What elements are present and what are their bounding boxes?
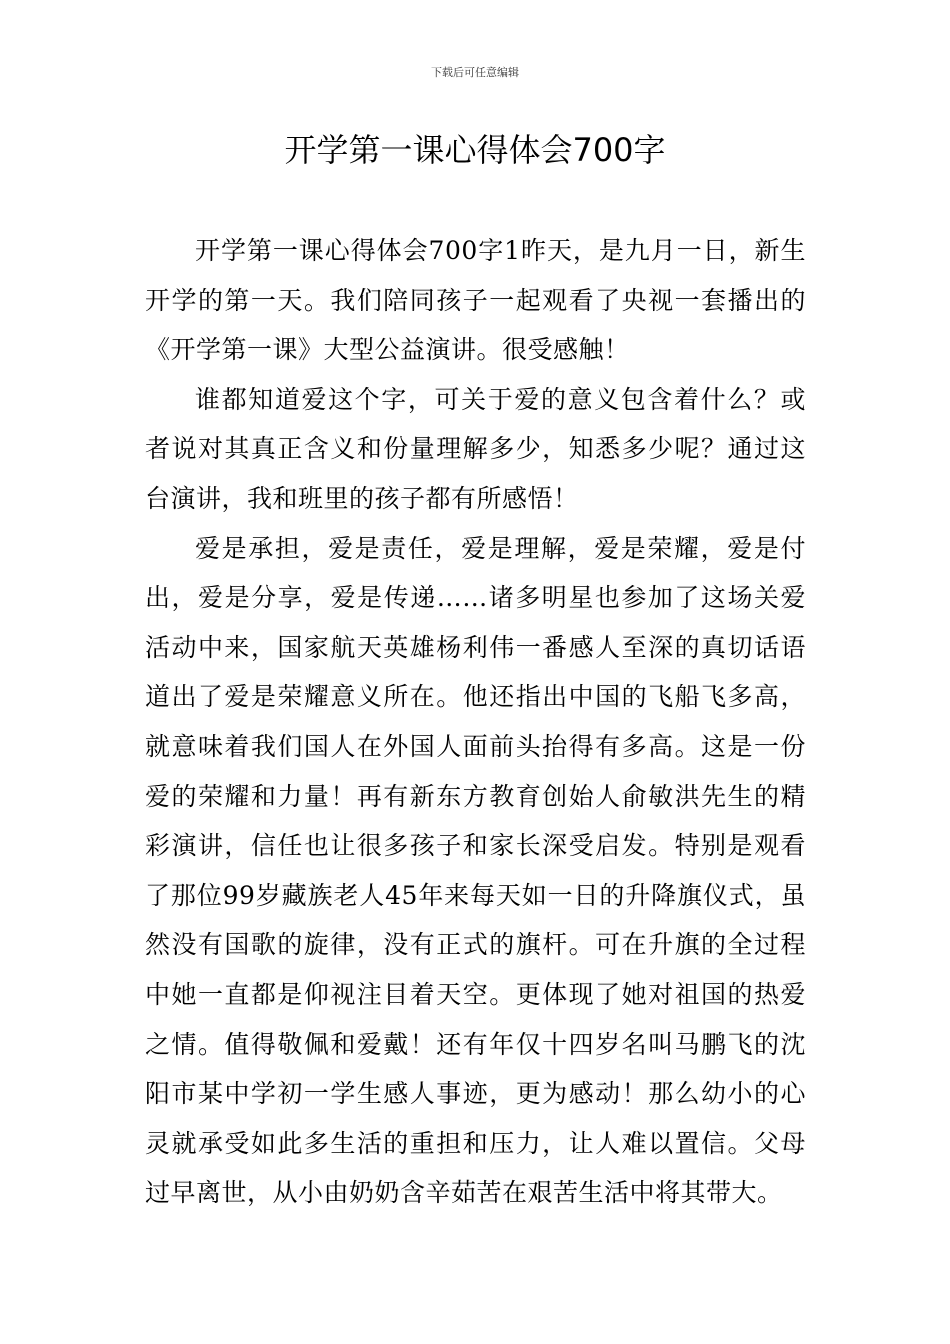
paragraph-3: 爱是承担，爱是责任，爱是理解，爱是荣耀，爱是付出，爱是分享，爱是传递……诸多明星也参加了这场关爱活动中来，国家航天英雄杨利伟一番感人至深的真切话语道出了爱是荣耀意义所在。他还指出中国的飞船飞多高，就意味着我们国人在外国人面前头抬得有多高。这是一份爱的荣耀和力量！再有新东方教育创始人俞敏洪先生的精彩演讲，信任也让很多孩子和家长深受启发。特别是观看了那位99岁藏族老人45年来每天如一日的升降旗仪式，虽然没有国歌的旋律，没有正式的旗杆。可在升旗的全过程中她一直都是仰视注目着天空。更体现了她对祖国的热爱之情。值得敬佩和爱戴！还有年仅十四岁名叫马鹏飞的沈阳市某中学初一学生感人事迹，更为感动！那么幼小的心灵就承受如此多生活的重担和压力，让人难以置信。父母过早离世，从小由奶奶含辛茹苦在艰苦生活中将其带大。 [145,533,806,1208]
document-body [145,226,806,1218]
paragraph-2: 谁都知道爱这个字，可关于爱的意义包含着什么？或者说对其真正含义和份量理解多少，知悉多少呢？通过这台演讲，我和班里的孩子都有所感悟！ [145,384,806,513]
document-title: 开学第一课心得体会700字 [284,131,666,169]
paragraph-1: 开学第一课心得体会700字1昨天，是九月一日，新生开学的第一天。我们陪同孩子一起观看了央视一套播出的《开学第一课》大型公益演讲。很受感触！ [145,236,806,365]
page-header-note: 下载后可任意编辑 [431,66,519,79]
